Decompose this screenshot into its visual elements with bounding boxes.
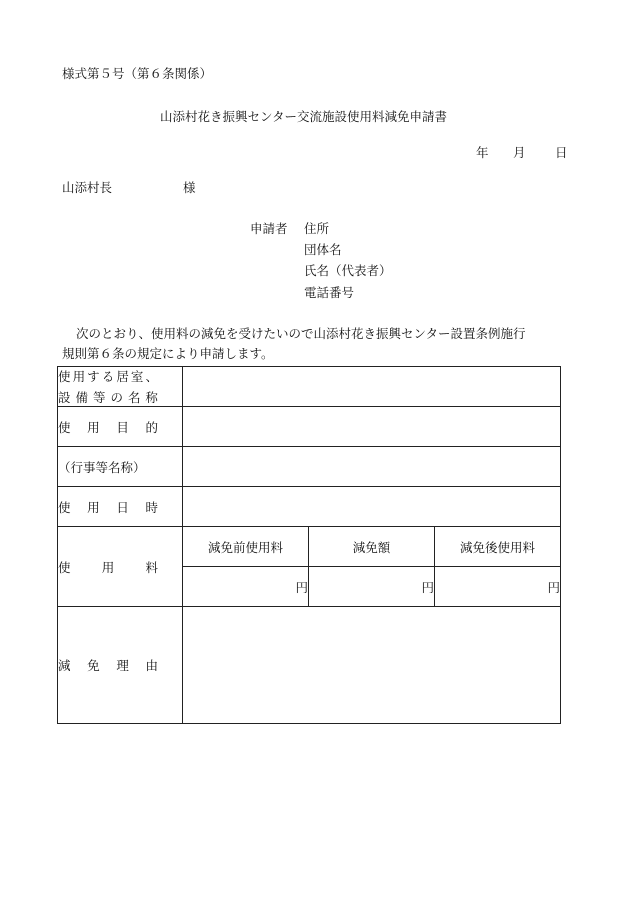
body-text-line-2: 規則第６条の規定により申請します。 [62, 346, 274, 361]
applicant-address: 住所 [304, 221, 330, 236]
room-label [58, 367, 183, 407]
addressee-honorific: 様 [183, 180, 196, 195]
date-year: 年 [476, 145, 489, 160]
document-title: 山添村花き振興センター交流施設使用料減免申請書 [160, 109, 448, 124]
purpose-input-cell[interactable] [183, 407, 561, 447]
yen-unit: 円 [547, 579, 561, 595]
row-reason [58, 607, 561, 724]
fee-discount-header: 減免額 [309, 527, 435, 567]
datetime-label: 使 用 日 時 [58, 487, 183, 527]
reason-input-cell[interactable] [183, 607, 561, 724]
row-room [58, 367, 561, 407]
datetime-input-cell[interactable] [183, 487, 561, 527]
fee-discount-cell[interactable] [309, 567, 435, 607]
fee-before-cell[interactable] [183, 567, 309, 607]
date-day: 日 [555, 145, 568, 160]
event-name-label: （行事等名称） [58, 447, 183, 487]
fee-before-header: 減免前使用料 [183, 527, 309, 567]
addressee-name: 山添村長 [62, 180, 113, 195]
yen-unit: 円 [421, 579, 434, 595]
reason-label: 減 免 理 由 [58, 607, 183, 724]
applicant-phone: 電話番号 [304, 285, 355, 300]
row-purpose [58, 407, 561, 447]
purpose-label: 使 用 目 的 [58, 407, 183, 447]
form-number: 様式第５号（第６条関係） [62, 66, 213, 81]
applicant-representative-name: 氏名（代表者） [304, 263, 392, 278]
row-fee-headers [58, 527, 561, 567]
row-datetime [58, 487, 561, 527]
date-month: 月 [513, 145, 526, 160]
fee-after-cell[interactable] [435, 567, 561, 607]
applicant-group-name: 団体名 [304, 242, 342, 257]
room-input-cell[interactable] [183, 367, 561, 407]
fee-label: 使 用 料 [58, 527, 183, 607]
row-event-name [58, 447, 561, 487]
body-text-line-1: 次のとおり、使用料の減免を受けたいので山添村花き振興センター設置条例施行 [76, 326, 526, 341]
yen-unit: 円 [295, 579, 308, 595]
fee-after-header: 減免後使用料 [435, 527, 561, 567]
applicant-label: 申請者 [250, 221, 288, 236]
event-name-input-cell[interactable] [183, 447, 561, 487]
room-label-line-2: 設 備 等 の 名 称 [58, 390, 158, 405]
application-table [57, 366, 561, 724]
room-label-line-1: 使 用 す る 居 室 、 [58, 369, 158, 384]
